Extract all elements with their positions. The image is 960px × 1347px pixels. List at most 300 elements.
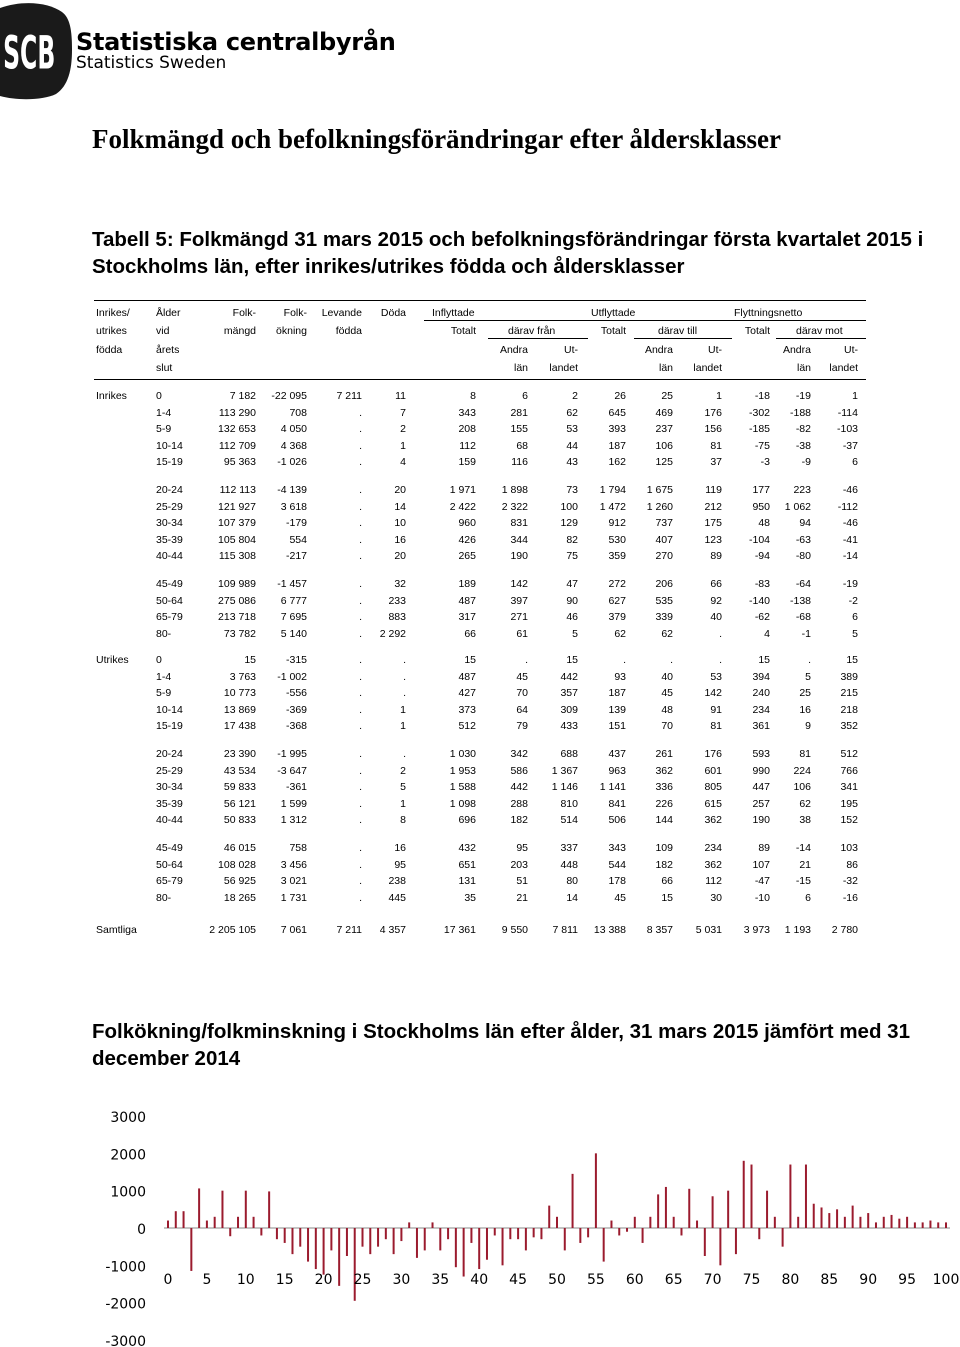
row-age: 80-: [156, 627, 172, 640]
table-cell: 7 211: [336, 390, 362, 402]
total-cell: 13 388: [593, 924, 626, 936]
bar: [369, 1228, 371, 1254]
table-cell: 342: [510, 748, 528, 760]
table-cell: 25: [661, 390, 673, 402]
bar: [828, 1213, 830, 1228]
bar: [323, 1228, 325, 1275]
table-cell: 15: [244, 654, 256, 666]
bar: [751, 1165, 753, 1228]
table-cell: .: [403, 687, 406, 700]
bar: [447, 1228, 449, 1239]
table-cell: 389: [840, 670, 858, 683]
bar: [167, 1221, 169, 1228]
row-age: 45-49: [156, 842, 183, 854]
table-cell: 113 290: [218, 406, 256, 419]
header-ut-ut-1: Ut-: [708, 344, 722, 356]
total-cell: 7 811: [552, 924, 578, 936]
table-cell: 433: [560, 720, 578, 733]
table-cell: -3: [760, 456, 770, 469]
table-cell: 317: [458, 611, 476, 624]
bar: [719, 1228, 721, 1265]
table-cell: 26: [614, 390, 626, 402]
table-cell: 506: [608, 814, 626, 827]
table-cell: 1 599: [280, 797, 307, 810]
x-tick-label: 40: [470, 1272, 489, 1288]
table-cell: 47: [566, 578, 578, 590]
bar: [595, 1153, 597, 1228]
group-label: Utrikes: [96, 654, 129, 666]
table-cell: 125: [655, 456, 673, 469]
bar: [867, 1213, 869, 1228]
table-cell: .: [359, 670, 362, 683]
table-cell: 62: [614, 627, 626, 640]
table-cell: 82: [566, 533, 578, 546]
x-tick-label: 10: [236, 1272, 255, 1288]
bar: [712, 1196, 714, 1228]
bar: [533, 1228, 535, 1237]
bar: [253, 1217, 255, 1228]
table-cell: 190: [752, 814, 770, 827]
table-cell: -83: [754, 578, 770, 590]
table-cell: 651: [458, 858, 476, 871]
table-cell: 1 146: [551, 781, 578, 794]
table-cell: 373: [458, 703, 476, 716]
row-age: 25-29: [156, 500, 183, 513]
table-cell: 187: [608, 687, 626, 700]
table-cell: 1 030: [449, 748, 476, 760]
table-cell: 64: [516, 703, 528, 716]
row-age: 80-: [156, 891, 172, 904]
table-cell: 361: [752, 720, 770, 733]
table-cell: 1 971: [449, 484, 476, 496]
header-levande-1: Levande: [321, 307, 362, 319]
table-cell: 270: [655, 550, 673, 563]
table-cell: 100: [560, 500, 578, 513]
bar: [183, 1211, 185, 1228]
table-cell: 344: [510, 533, 528, 546]
header-netto-ut-1: Ut-: [844, 344, 858, 356]
bar: [400, 1228, 402, 1241]
bar: [540, 1228, 542, 1239]
table-cell: 6: [522, 390, 528, 402]
x-tick-label: 100: [932, 1272, 960, 1288]
header-darav-mot-rule: [776, 338, 866, 339]
header-folkokning-1: Folk-: [283, 307, 307, 319]
table-cell: -138: [789, 594, 811, 607]
table-cell: -104: [748, 533, 770, 546]
table-cell: 40: [710, 611, 722, 624]
x-tick-label: 20: [314, 1272, 333, 1288]
table-cell: 234: [752, 703, 770, 716]
table-cell: .: [403, 670, 406, 683]
table-cell: 3 618: [280, 500, 307, 513]
header-ut-andra-2: län: [658, 362, 673, 374]
bar: [937, 1222, 939, 1228]
bar: [688, 1189, 690, 1228]
population-change-chart: [90, 1100, 960, 1347]
table-cell: 343: [608, 842, 626, 854]
bar: [789, 1165, 791, 1228]
table-cell: 696: [458, 814, 476, 827]
bar: [852, 1206, 854, 1228]
table-cell: 1: [716, 390, 722, 402]
table-cell: 81: [799, 748, 811, 760]
table-cell: 175: [704, 517, 722, 530]
bar: [883, 1217, 885, 1228]
table-cell: 2: [400, 764, 406, 777]
row-age: 1-4: [156, 670, 172, 683]
table-cell: 213 718: [218, 611, 256, 624]
table-cell: .: [359, 842, 362, 854]
table-cell: 708: [289, 406, 307, 419]
header-group-rule: [424, 320, 866, 321]
header-in-andra-1: Andra: [499, 344, 528, 356]
table-cell: 40: [661, 670, 673, 683]
table-cell: -368: [285, 720, 307, 733]
table-cell: 1: [400, 703, 406, 716]
y-tick-label: -3000: [105, 1334, 146, 1347]
table-cell: .: [359, 484, 362, 496]
table-cell: 8: [400, 814, 406, 827]
table-top-rule: [94, 300, 866, 301]
table-cell: 53: [710, 670, 722, 683]
table-cell: 437: [608, 748, 626, 760]
table-cell: 112 709: [218, 439, 256, 452]
table-cell: 357: [560, 687, 578, 700]
table-cell: .: [359, 533, 362, 546]
header-in-ut-2: landet: [549, 362, 578, 374]
table-cell: 203: [510, 858, 528, 871]
table-cell: 15: [758, 654, 770, 666]
bar: [704, 1228, 706, 1256]
table-cell: 275 086: [218, 594, 256, 607]
table-cell: .: [359, 891, 362, 904]
table-cell: -94: [754, 550, 770, 563]
table-cell: 206: [655, 578, 673, 590]
table-cell: 53: [566, 423, 578, 436]
table-cell: 95 363: [223, 456, 256, 469]
table-cell: 107 379: [218, 517, 256, 530]
table-cell: .: [359, 703, 362, 716]
table-cell: 766: [840, 764, 858, 777]
table-cell: 182: [655, 858, 673, 871]
table-cell: 212: [704, 500, 722, 513]
table-cell: 187: [608, 439, 626, 452]
bar: [237, 1217, 239, 1228]
table-cell: -315: [285, 654, 307, 666]
table-cell: 272: [608, 578, 626, 590]
table-cell: 1: [400, 439, 406, 452]
table-cell: 15: [846, 654, 858, 666]
table-cell: 18 265: [223, 891, 256, 904]
x-tick-label: 25: [353, 1272, 372, 1288]
table-cell: -103: [836, 423, 858, 436]
bar: [439, 1228, 441, 1250]
table-cell: 3 456: [280, 858, 307, 871]
table-cell: 5: [805, 670, 811, 683]
table-cell: -14: [842, 550, 858, 563]
table-cell: -19: [842, 578, 858, 590]
table-cell: 56 121: [223, 797, 256, 810]
group-label: Inrikes: [96, 390, 127, 402]
y-tick-label: 0: [137, 1222, 146, 1238]
bar: [299, 1228, 301, 1247]
bar: [891, 1215, 893, 1228]
table-cell: 106: [655, 439, 673, 452]
scb-logo: [0, 0, 400, 100]
table-cell: 129: [560, 517, 578, 530]
table-cell: 62: [566, 406, 578, 419]
x-tick-label: 35: [431, 1272, 450, 1288]
table-cell: 758: [289, 842, 307, 854]
total-label: Samtliga: [96, 924, 137, 936]
table-cell: -47: [754, 875, 770, 888]
y-tick-label: 2000: [110, 1147, 146, 1164]
table-cell: 119: [705, 484, 722, 496]
header-in-andra-2: län: [513, 362, 528, 374]
header-darav-mot: därav mot: [796, 325, 843, 337]
table-cell: 1: [852, 390, 858, 402]
table-cell: 16: [394, 842, 406, 854]
bar: [354, 1228, 356, 1301]
header-darav-fran: därav från: [508, 325, 556, 337]
table-cell: 593: [752, 748, 770, 760]
table-cell: 89: [758, 842, 770, 854]
table-cell: .: [359, 456, 362, 469]
table-cell: 257: [752, 797, 770, 810]
row-age: 20-24: [156, 484, 183, 496]
table-cell: 841: [608, 797, 626, 810]
table-cell: 46: [566, 611, 578, 624]
table-cell: 25: [799, 687, 811, 700]
table-cell: 3 021: [280, 875, 307, 888]
table-cell: 393: [608, 423, 626, 436]
table-cell: 6 777: [280, 594, 307, 607]
table-cell: -1: [801, 627, 811, 640]
table-cell: -188: [789, 406, 811, 419]
bar: [408, 1222, 410, 1228]
table-cell: -15: [795, 875, 811, 888]
bar: [906, 1217, 908, 1228]
table-cell: 16: [394, 533, 406, 546]
x-tick-label: 50: [548, 1272, 566, 1288]
table-cell: 442: [560, 670, 578, 683]
table-cell: 10: [394, 517, 406, 530]
table-cell: .: [359, 611, 362, 624]
row-age: 45-49: [156, 578, 183, 590]
bar: [587, 1228, 589, 1237]
bar: [696, 1221, 698, 1228]
header-ut-ut-2: landet: [693, 362, 722, 374]
bar: [579, 1228, 581, 1243]
table-cell: 155: [510, 423, 528, 436]
table-cell: 4: [764, 627, 770, 640]
table-cell: -1 995: [277, 748, 307, 760]
row-age: 35-39: [156, 797, 183, 810]
bar: [548, 1206, 550, 1228]
table-cell: 95: [394, 858, 406, 871]
table-cell: 23 390: [223, 748, 256, 760]
y-tick-label: 3000: [110, 1110, 146, 1126]
table-cell: 1 141: [599, 781, 626, 794]
table-cell: .: [403, 654, 406, 666]
table-cell: .: [359, 748, 362, 760]
header-netto-ut-2: landet: [829, 362, 858, 374]
table-cell: 226: [655, 797, 673, 810]
table-cell: 362: [655, 764, 673, 777]
table-cell: .: [359, 764, 362, 777]
table-cell: 13 869: [223, 703, 256, 716]
table-cell: 208: [458, 423, 476, 436]
table-cell: 432: [458, 842, 476, 854]
table-cell: 427: [458, 687, 476, 700]
table-cell: 362: [704, 858, 722, 871]
table-cell: 359: [608, 550, 626, 563]
bar: [517, 1228, 519, 1239]
table-cell: 6: [805, 891, 811, 904]
table-cell: 4 368: [280, 439, 307, 452]
table-cell: 1 675: [646, 484, 673, 496]
table-cell: 544: [608, 858, 626, 871]
table-cell: 108 028: [218, 858, 256, 871]
table-cell: 688: [560, 748, 578, 760]
table-cell: 92: [710, 594, 722, 607]
table-cell: 17 438: [223, 720, 256, 733]
table-cell: 1 098: [449, 797, 476, 810]
table-cell: 103: [840, 842, 858, 854]
table-cell: 234: [704, 842, 722, 854]
table-cell: 1 898: [501, 484, 528, 496]
table-cell: -4 139: [277, 484, 307, 496]
y-tick-label: -2000: [105, 1296, 146, 1313]
bar: [307, 1228, 309, 1262]
table-cell: 309: [560, 703, 578, 716]
bar: [875, 1222, 877, 1228]
table-cell: 15: [566, 654, 578, 666]
bar: [743, 1161, 745, 1228]
table-cell: 5 140: [280, 627, 307, 640]
table-cell: 37: [710, 456, 722, 469]
bar: [836, 1209, 838, 1228]
header-bottom-rule: [94, 379, 866, 380]
table-cell: 4 050: [280, 423, 307, 436]
table-cell: 132 653: [218, 423, 256, 436]
table-cell: 66: [464, 627, 476, 640]
table-cell: 121 927: [218, 500, 256, 513]
table-cell: 43: [566, 456, 578, 469]
table-cell: 86: [846, 858, 858, 871]
table-cell: 11: [395, 390, 406, 402]
table-cell: 70: [516, 687, 528, 700]
table-cell: .: [670, 654, 673, 666]
table-cell: 271: [510, 611, 528, 624]
table-cell: 35: [464, 891, 476, 904]
bar: [642, 1228, 644, 1243]
table-cell: 554: [289, 533, 307, 546]
header-folkmangd-2: mängd: [223, 325, 256, 337]
table-cell: -18: [754, 390, 770, 402]
table-cell: 15: [464, 654, 476, 666]
table-cell: -16: [842, 891, 858, 904]
table-cell: 215: [840, 687, 858, 700]
table-cell: .: [359, 423, 362, 436]
row-age: 30-34: [156, 781, 183, 794]
table-cell: -361: [285, 781, 307, 794]
table-cell: -68: [795, 611, 811, 624]
bar: [556, 1217, 558, 1228]
table-cell: 448: [560, 858, 578, 871]
table-cell: 445: [388, 891, 406, 904]
table-cell: 142: [704, 687, 722, 700]
bar: [859, 1217, 861, 1228]
table-cell: 109: [655, 842, 673, 854]
table-cell: -41: [842, 533, 858, 546]
table-cell: .: [359, 858, 362, 871]
table-cell: -22 095: [271, 390, 307, 402]
table-cell: 75: [566, 550, 578, 563]
table-cell: .: [719, 627, 722, 640]
table-cell: 487: [458, 670, 476, 683]
header-inrikes-utrikes-1: Inrikes/: [96, 307, 130, 319]
bar: [680, 1228, 682, 1235]
header-netto-totalt: Totalt: [744, 325, 770, 337]
bar: [657, 1194, 659, 1228]
table-cell: .: [403, 748, 406, 760]
table-cell: 112 113: [219, 484, 256, 496]
bar: [291, 1228, 293, 1254]
header-alder-1: Ålder: [156, 307, 181, 319]
table-cell: 379: [608, 611, 626, 624]
bar: [362, 1228, 364, 1247]
bar: [634, 1217, 636, 1228]
table-cell: 237: [655, 423, 673, 436]
table-cell: 627: [608, 594, 626, 607]
header-netto-andra-1: Andra: [782, 344, 811, 356]
table-cell: 45: [614, 891, 626, 904]
row-age: 30-34: [156, 517, 183, 530]
population-table: [94, 300, 866, 940]
table-cell: 66: [661, 875, 673, 888]
table-cell: 394: [752, 670, 770, 683]
table-cell: 152: [840, 814, 858, 827]
bar: [221, 1191, 223, 1228]
table-cell: 223: [793, 484, 811, 496]
table-cell: 30: [710, 891, 722, 904]
bar: [470, 1228, 472, 1243]
bar: [198, 1188, 200, 1228]
table-cell: -37: [842, 439, 858, 452]
table-cell: 139: [608, 703, 626, 716]
table-cell: 62: [799, 797, 811, 810]
table-cell: 990: [752, 764, 770, 777]
table-cell: 106: [793, 781, 811, 794]
table-cell: 1 953: [449, 764, 476, 777]
table-cell: 15: [661, 891, 673, 904]
table-cell: 81: [710, 720, 722, 733]
table-cell: .: [359, 500, 362, 513]
total-cell: 17 361: [443, 924, 476, 936]
bar: [665, 1187, 667, 1228]
table-cell: 151: [608, 720, 626, 733]
table-cell: 107: [752, 858, 770, 871]
bar: [486, 1228, 488, 1260]
row-age: 25-29: [156, 764, 183, 777]
table-cell: 261: [655, 748, 673, 760]
table-cell: 4: [400, 456, 406, 469]
table-cell: -80: [795, 550, 811, 563]
table-cell: 469: [655, 406, 673, 419]
table-cell: 159: [458, 456, 476, 469]
